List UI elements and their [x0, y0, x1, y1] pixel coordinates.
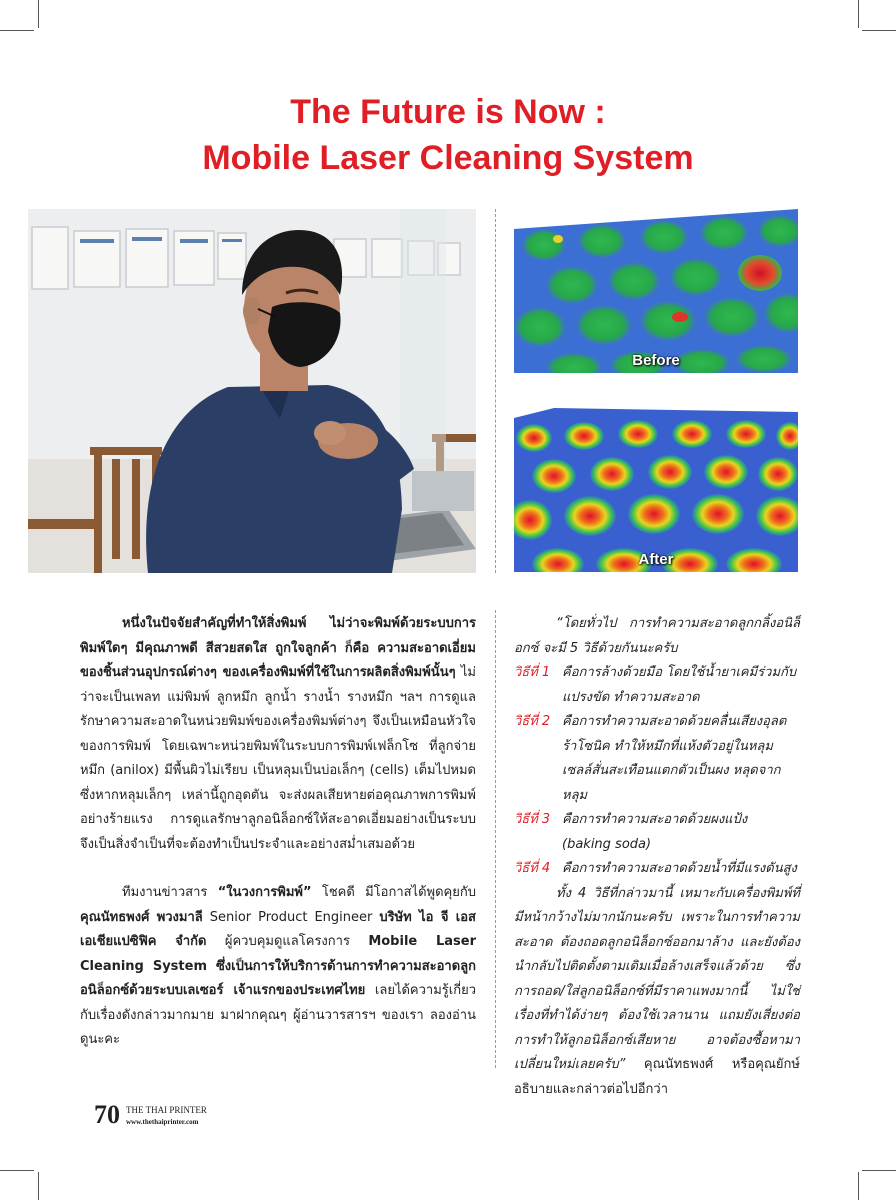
crop-mark	[38, 1172, 39, 1200]
magazine-name: “ในวงการพิมพ์”	[217, 885, 312, 900]
methods-list	[514, 661, 800, 882]
page-number: 70	[94, 1100, 120, 1129]
anilox-cells-after-icon	[514, 408, 798, 572]
interview-text: เลยได้ความรู้เกี่ยวกับเรื่องดังกล่าวมากมาย มาฝากคุณๆ ผู้อ่านวารสารฯ ของเรา ลองอ่านดูนะคะ	[80, 983, 477, 1047]
man-at-desk-photo-icon	[28, 209, 476, 573]
crop-mark	[0, 1170, 34, 1171]
crop-mark	[858, 1172, 859, 1200]
interview-photo	[28, 209, 476, 573]
left-column	[80, 612, 476, 1053]
closing-attribution: คุณนัทธพงศ์ หรือคุณยักษ์ อธิบายและกล่าวต่อไปอีกว่า	[514, 1057, 800, 1097]
after-thermal-image	[514, 408, 798, 572]
article-title-line-2: Mobile Laser Cleaning System	[202, 139, 694, 177]
crop-mark	[862, 1170, 896, 1171]
interview-text: ผู้ควบคุมดูแลโครงการ	[206, 934, 369, 949]
publication-name: THE THAI PRINTER	[126, 1105, 207, 1115]
right-column	[514, 612, 800, 1102]
list-item	[514, 808, 800, 857]
interviewee-title: Senior Product Engineer	[202, 909, 380, 925]
column-divider	[495, 209, 496, 573]
column-divider	[495, 610, 496, 1068]
crop-mark	[0, 30, 34, 31]
crop-mark	[862, 30, 896, 31]
method-text: คือการล้างด้วยมือ โดยใช้น้ำยาเคมีร่วมกับแปรงขัด ทำความสะอาด	[562, 665, 797, 705]
method-text: คือการทำความสะอาดด้วยผงแป้ง (baking soda)	[562, 812, 748, 852]
company-name: บริษัท ไอ จี เอส เอเชียแปซิฟิค จำกัด	[80, 909, 476, 949]
interview-text: โชคดี มีโอกาสได้พูดคุยกับ	[311, 885, 476, 900]
list-item	[514, 661, 800, 710]
intro-text: ไม่ว่าจะเป็นเพลท แม่พิมพ์ ลูกหมึก ลูกน้ำ รางน้ำ รางหมึก ฯลฯ การดูแลรักษาความสะอาดในหน่วยพิมพ์ของเครื่องพิมพ์ต่างๆ จึงเป็นเหมือนหัวใจของการพิมพ์ โดยเฉพาะหน่วยพิมพ์ในระบบการพิมพ์เฟล็กโซ ที่ลูกจ่ายหมึก (anilox) มีพื้นผิวไม่เรียบ เป็นหลุมเป็นบ่อเล็กๆ (cells) เต็มไปหมด ซึ่งหากหลุมเล็กๆ เหล่านี้ถูกอุดตัน จะส่งผลเสียหายต่อคุณภาพการพิมพ์อย่างร้ายแรง การดูแลรักษาลูกอนิล็อกซ์ให้สะอาดเอี่ยมอย่างเป็นระบบ จึงเป็นสิ่งจำเป็นที่จะต้องทำเป็นประจำและอย่างสม่ำเสมอด้วย	[80, 665, 476, 852]
method-number: วิธีที่ 1	[514, 665, 551, 680]
interviewee-name: คุณนัทธพงศ์ พวงมาลี	[80, 909, 203, 925]
closing-paragraph	[514, 882, 800, 1103]
intro-paragraph	[80, 612, 476, 857]
method-number: วิธีที่ 4	[514, 861, 551, 876]
crop-mark	[858, 0, 859, 28]
after-label: After	[638, 551, 674, 568]
method-number: วิธีที่ 2	[514, 714, 551, 729]
project-name: Mobile Laser Cleaning System ซึ่งเป็นการให้บริการด้านการทำความสะอาดลูกอนิล็อกซ์ด้วยระบบเลเซอร์ เจ้าแรกของประเทศไทย	[80, 934, 476, 998]
interview-paragraph	[80, 881, 476, 1053]
method-text: คือการทำความสะอาดด้วยคลื่นเสียงอุลตร้าโซนิค ทำให้หมึกที่แห้งตัวอยู่ในหลุมเซลล์สั่นสะเทือนแตกตัวเป็นผง หลุดจากหลุม	[562, 714, 787, 803]
list-item	[514, 857, 800, 882]
publication-info	[126, 1104, 207, 1128]
interview-text: ทีมงานข่าวสาร	[122, 885, 218, 900]
methods-intro: “โดยทั่วไป การทำความสะอาดลูกกลิ้งอนิล็อกซ์ จะมี 5 วิธีด้วยกันนะครับ	[514, 616, 800, 656]
before-label: Before	[632, 352, 680, 369]
method-number: วิธีที่ 3	[514, 812, 551, 827]
publication-url: www.thethaiprinter.com	[126, 1118, 199, 1126]
before-thermal-image	[514, 209, 798, 373]
article-title-line-1: The Future is Now :	[290, 93, 606, 131]
anilox-cells-before-icon	[514, 209, 798, 373]
intro-bold-text: หนึ่งในปัจจัยสำคัญที่ทำให้สิ่งพิมพ์ ไม่ว่าจะพิมพ์ด้วยระบบการพิมพ์ใดๆ มีคุณภาพดี สีสวยสดใส ถูกใจลูกค้า ก็คือ ความสะอาดเอี่ยมของชิ้นส่วนอุปกรณ์ต่างๆ ของเครื่องพิมพ์ที่ใช้ในการผลิตสิ่งพิมพ์นั้นๆ	[80, 616, 476, 680]
crop-mark	[38, 0, 39, 28]
closing-quote: ทั้ง 4 วิธีที่กล่าวมานี้ เหมาะกับเครื่องพิมพ์ที่มีหน้ากว้างไม่มากนักนะครับ เพราะในการทำความสะอาด ต้องถอดลูกอนิล็อกซ์ออกมาล้าง และยังต้องนำกลับไปติดตั้งตามเดิมเมื่อล้างเสร็จแล้วด้วย ซึ่งการถอด/ใส่ลูกอนิล็อกซ์ที่มีราคาแพงมากนี้ ไม่ใช่เรื่องที่ทำได้ง่ายๆ ต้องใช้เวลานาน แถมยังเสี่ยงต่อการทำให้ลูกอนิล็อกซ์เสียหาย อาจต้องซื้อหามาเปลี่ยนใหม่เลยครับ”	[514, 885, 800, 1072]
list-item	[514, 710, 800, 808]
method-text: คือการทำความสะอาดด้วยน้ำที่มีแรงดันสูง	[562, 861, 797, 876]
